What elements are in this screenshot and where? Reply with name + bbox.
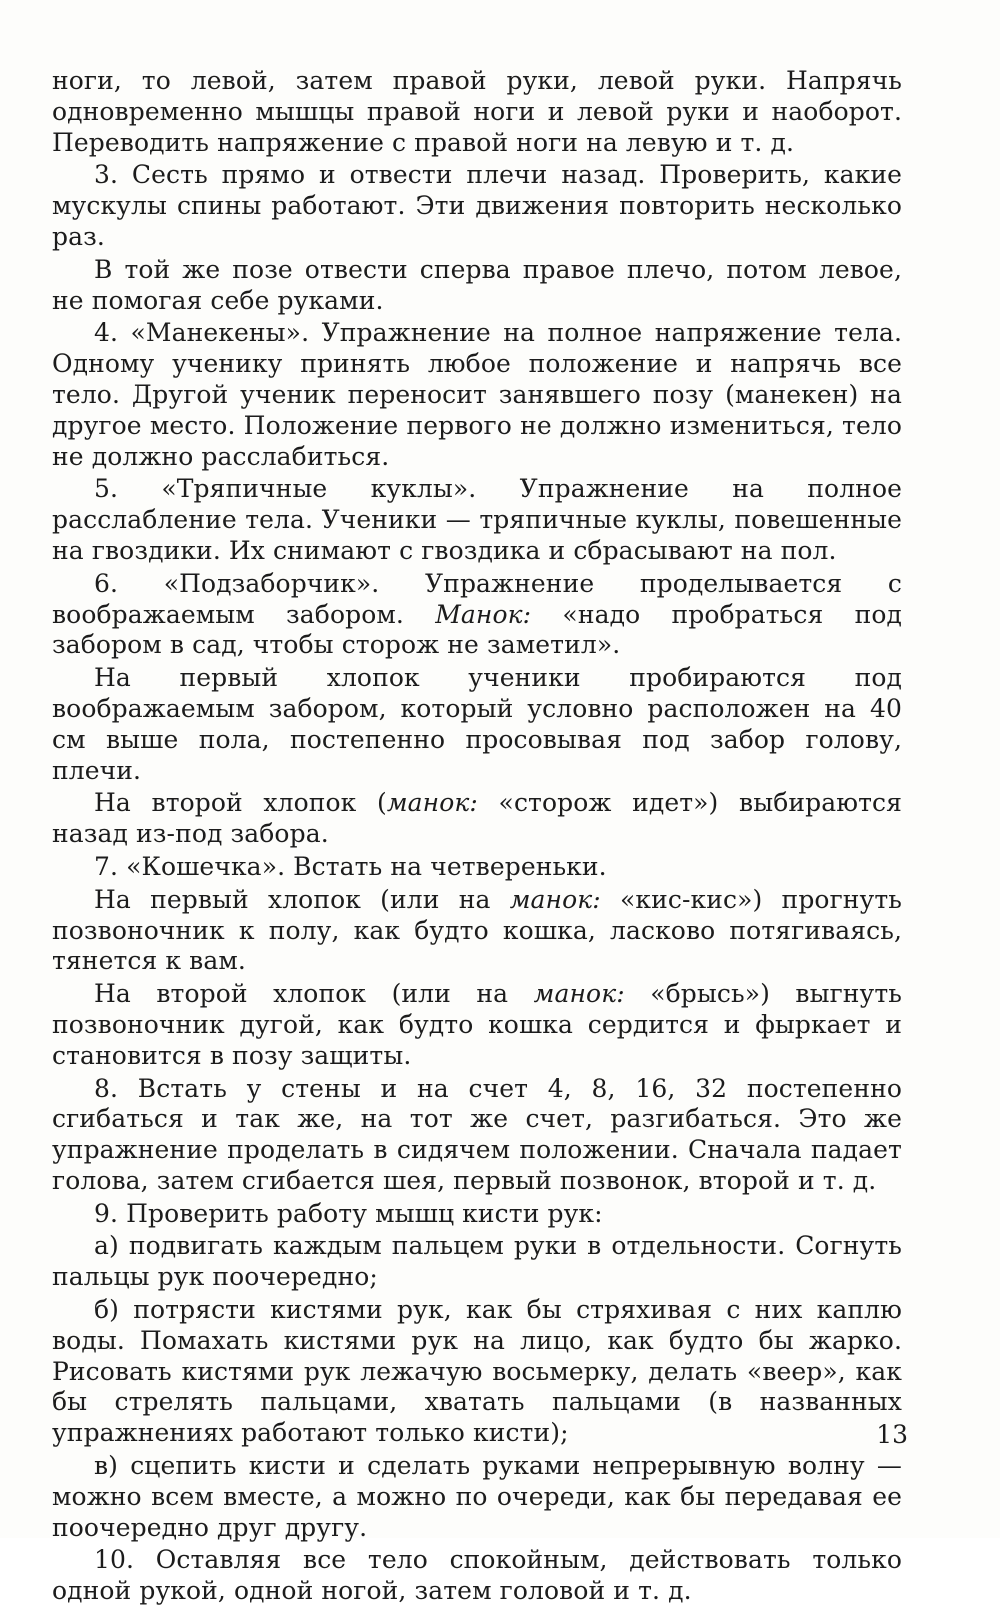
paragraph-exercise-5: 5. «Тряпичные куклы». Упражнение на полное расслабление тела. Ученики — тряпичные куклы, повешенные на гвоздики. Их снимают с гвоздика и сбрасывают на пол.	[52, 474, 902, 565]
paragraph-exercise-7-second-clap	[52, 979, 902, 1071]
paragraph-exercise-9a: а) подвигать каждым пальцем руки в отдельности. Согнуть пальцы рук поочередно;	[52, 1231, 902, 1292]
paragraph-text: «сторож идет») выбираются назад из-под забора.	[52, 788, 902, 849]
paragraph-text: 6. «Подзаборчик». Упражнение проделывается с воображаемым забором.	[52, 568, 902, 629]
paragraph-exercise-4: 4. «Манекены». Упражнение на полное напряжение тела. Одному ученику принять любое положение и напрячь все тело. Другой ученик переносит занявшего позу (манекен) на другое место. Положение первого не должно измениться, тело не должно расслабиться.	[52, 318, 902, 471]
body-text	[52, 66, 902, 1607]
paragraph-continuation: ноги, то левой, затем правой руки, левой руки. Напрячь одновременно мышцы правой ноги и левой руки и наоборот. Переводить напряжение с правой ноги на левую и т. д.	[52, 66, 902, 157]
paragraph-text: На первый хлопок (или на	[94, 884, 510, 914]
paragraph-exercise-10: 10. Оставляя все тело спокойным, действовать только одной рукой, одной ногой, затем головой и т. д.	[52, 1545, 902, 1606]
paragraph-exercise-9v: в) сцепить кисти и сделать руками непрерывную волну — можно всем вместе, а можно по очереди, как бы передавая ее поочередно друг другу.	[52, 1451, 902, 1542]
paragraph-exercise-6-first-clap: На первый хлопок ученики пробираются под воображаемым забором, который условно расположен на 40 см выше пола, постепенно просовывая под забор голову, плечи.	[52, 663, 902, 785]
paragraph-exercise-9: 9. Проверить работу мышц кисти рук:	[94, 1198, 603, 1228]
paragraph-exercise-7: 7. «Кошечка». Встать на четвереньки.	[94, 851, 607, 881]
paragraph-exercise-6-second-clap	[52, 788, 902, 850]
italic-term: манок:	[509, 884, 601, 914]
paragraph-text: «кис-кис») прогнуть позвоночник к полу, как будто кошка, ласково потягиваясь, тянется к вам.	[52, 884, 902, 976]
paragraph-exercise-7-first-clap	[52, 885, 902, 977]
italic-term: Манок:	[435, 599, 532, 629]
paragraph-text: На второй хлопок (	[94, 788, 387, 818]
paragraph-exercise-9b: б) потрясти кистями рук, как бы стряхивая с них каплю воды. Помахать кистями рук на лицо, как будто бы жарко. Рисовать кистями рук лежачую восьмерку, делать «веер», как бы стрелять пальцами, хватать пальцами (в названных упражнениях работают только кисти);	[52, 1295, 902, 1448]
paragraph-text: «надо пробраться под забором в сад, чтобы сторож не заметил».	[52, 599, 903, 660]
paragraph-exercise-3-variant: В той же позе отвести сперва правое плечо, потом левое, не помогая себе руками.	[52, 254, 902, 315]
paragraph-text: «брысь») выгнуть позвоночник дугой, как будто кошка сердится и фыркает и становится в позу защиты.	[52, 979, 903, 1070]
paragraph-exercise-8: 8. Встать у стены и на счет 4, 8, 16, 32 постепенно сгибаться и так же, на тот же счет, разгибаться. Это же упражнение проделать в сидячем положении. Сначала падает голова, затем сгибается шея, первый позвонок, второй и т. д.	[52, 1073, 902, 1195]
paragraph-text: На второй хлопок (или на	[94, 979, 534, 1009]
paragraph-exercise-3: 3. Сесть прямо и отвести плечи назад. Проверить, какие мускулы спины работают. Эти движения повторить несколько раз.	[52, 160, 902, 251]
italic-term: манок:	[533, 979, 625, 1009]
italic-term: манок:	[386, 788, 478, 818]
paragraph-exercise-6	[52, 569, 902, 661]
page-number: 13	[876, 1420, 908, 1449]
